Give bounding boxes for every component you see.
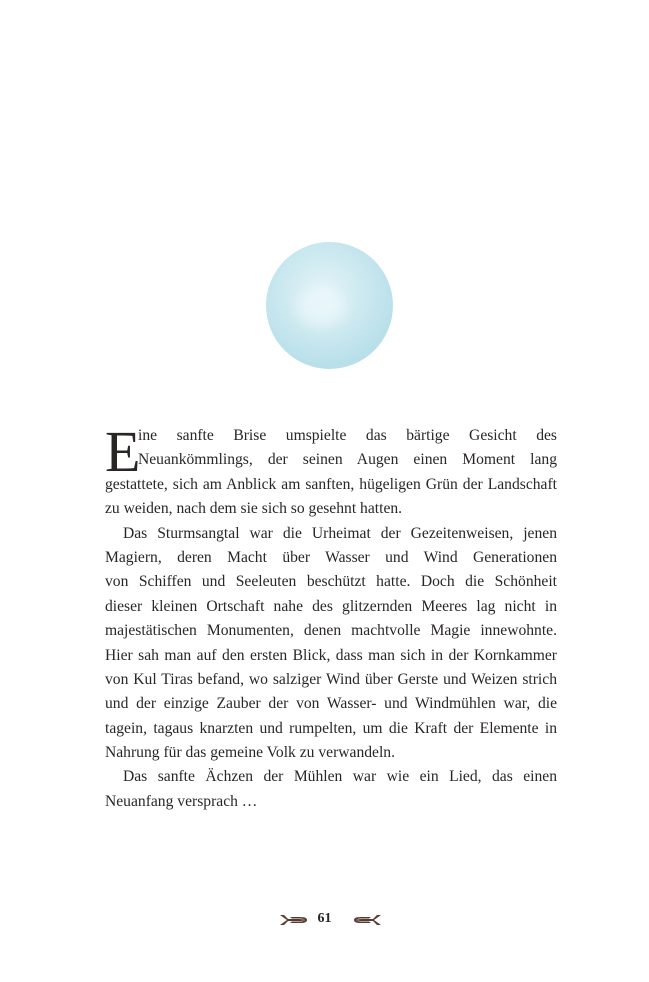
text-line: von Schiffen und Seeleuten beschützt hatte. Doch die Schönheit [105, 573, 557, 591]
drop-cap: E [105, 419, 141, 484]
text-line: Neuankömmlings, der seinen Augen einen Moment lang [138, 451, 557, 469]
text-line: von Kul Tiras befand, wo salziger Wind über Gerste und Weizen strich [105, 670, 557, 688]
text-line: Magiern, deren Macht über Wasser und Wind Generationen [105, 548, 557, 566]
text-line: tagein, tagaus knarzten und rumpelten, um die Kraft der Elemente in [105, 719, 557, 737]
body-text [105, 419, 557, 814]
text-line: Das Sturmsangtal war die Urheimat der Gezeitenweisen, jenen [123, 524, 557, 542]
text-line: und der einzige Zauber der von Wasser- und Windmühlen war, die [105, 695, 557, 713]
text-line: ine sanfte Brise umspielte das bärtige Gesicht des [138, 427, 557, 444]
moon-illustration [266, 242, 393, 369]
text-line: Hier sah man auf den ersten Blick, dass man sich in der Kornkammer [105, 646, 557, 664]
text-line: Neuanfang versprach … [105, 792, 258, 810]
text-line: Das sanfte Ächzen der Mühlen war wie ein Lied, das einen [123, 768, 557, 786]
text-line: gestattete, sich am Anblick am sanften, hügeligen Grün der Landschaft [105, 475, 557, 493]
text-line: Nahrung für das gemeine Volk zu verwandeln. [105, 744, 395, 762]
text-line: dieser kleinen Ortschaft nahe des glitzernden Meeres lag nicht in [105, 597, 557, 615]
right-ornament-icon [354, 914, 381, 926]
text-line: majestätischen Monumenten, denen machtvolle Magie innewohnte. [105, 622, 557, 640]
text-line: zu weiden, nach dem sie sich so gesehnt hatten. [105, 500, 403, 518]
page-number: 61 [317, 911, 332, 926]
